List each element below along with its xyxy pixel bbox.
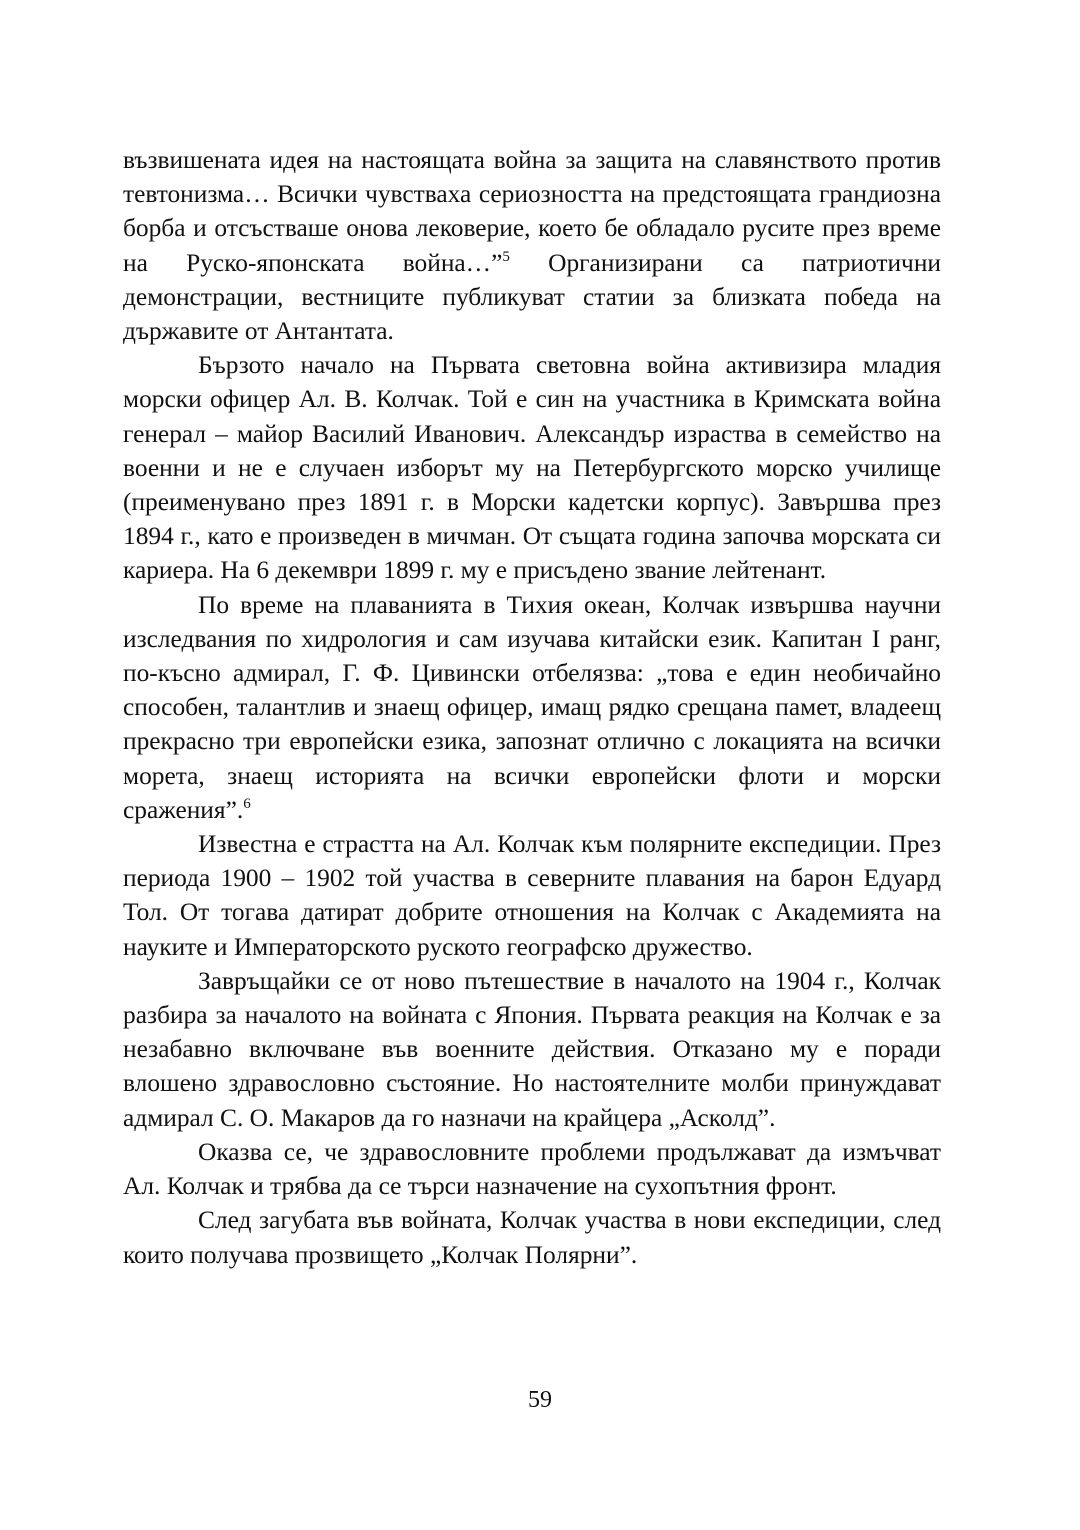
paragraph-text: След загубата във войната, Колчак участва в нови експедиции, след които получава прозвището „Колчак Полярни”.: [123, 1206, 941, 1269]
paragraph-4: [123, 827, 941, 964]
paragraph-text: Организирани са патриотични демонстрации, вестниците публикуват статии за близката победа на държавите от Антантата.: [123, 248, 942, 346]
page-number: 59: [528, 1387, 552, 1413]
paragraph-2: [123, 348, 941, 587]
paragraph-text: възвишената идея на настоящата война за защита на славянството против тевтонизма… Всички чувстваха сериозността на предстоящата грандиозна борба и отсъстваше онова лековерие, което бе обладало русите през време на Руско-японската война…”: [123, 146, 941, 277]
body-text: [123, 143, 941, 1272]
paragraph-6: [123, 1135, 941, 1203]
paragraph-text: Бързото начало на Първата световна война активизира младия морски офицер Ал. В. Колчак. Той е син на участника в Кримската война генерал – майор Василий Иванович. Александър израства в семейство на военни и не е случаен изборът му на Петербургското морско училище (преименувано през 1891 г. в Морски кадетски корпус). Завършва през 1894 г., като е произведен в мичман. От същата година започва морската си кариера. На 6 декември 1899 г. му е присъдено звание лейтенант.: [123, 351, 941, 585]
footnote-ref-5: 5: [502, 248, 510, 265]
paragraph-text: Известна е страстта на Ал. Колчак към полярните експедиции. През периода 1900 – 1902 той участва в северните плавания на барон Едуард Тол. От тогава датират добрите отношения на Колчак с Академията на науките и Императорското руското географско дружество.: [123, 830, 941, 961]
paragraph-1: [123, 143, 941, 348]
paragraph-text: Завръщайки се от ново пътешествие в началото на 1904 г., Колчак разбира за началото на войната с Япония. Първата реакция на Колчак е за незабавно включване във военните действия. Отказано му е поради влошено здравословно състояние. Но настоятелните молби принуждават адмирал С. О. Макаров да го назначи на крайцера „Асколд”.: [123, 966, 941, 1132]
footnote-ref-6: 6: [243, 795, 251, 812]
paragraph-text: Оказва се, че здравословните проблеми продължават да измъчват Ал. Колчак и трябва да се търси назначение на сухопътния фронт.: [123, 1137, 941, 1201]
paragraph-text: По време на плаванията в Тихия океан, Колчак извършва научни изследвания по хидрология и сам изучава китайски език. Капитан I ранг, по-късно адмирал, Г. Ф. Цивински отбелязва: „това е един необичайно способен, талантлив и знаещ офицер, имащ рядко срещана памет, владеещ прекрасно три европейски езика, запознат отлично с локацията на всички морета, знаещ историята на всички европейски флоти и морски сражения”.: [123, 590, 941, 824]
paragraph-3: [123, 588, 941, 827]
paragraph-7: [123, 1203, 941, 1271]
paragraph-5: [123, 964, 941, 1135]
